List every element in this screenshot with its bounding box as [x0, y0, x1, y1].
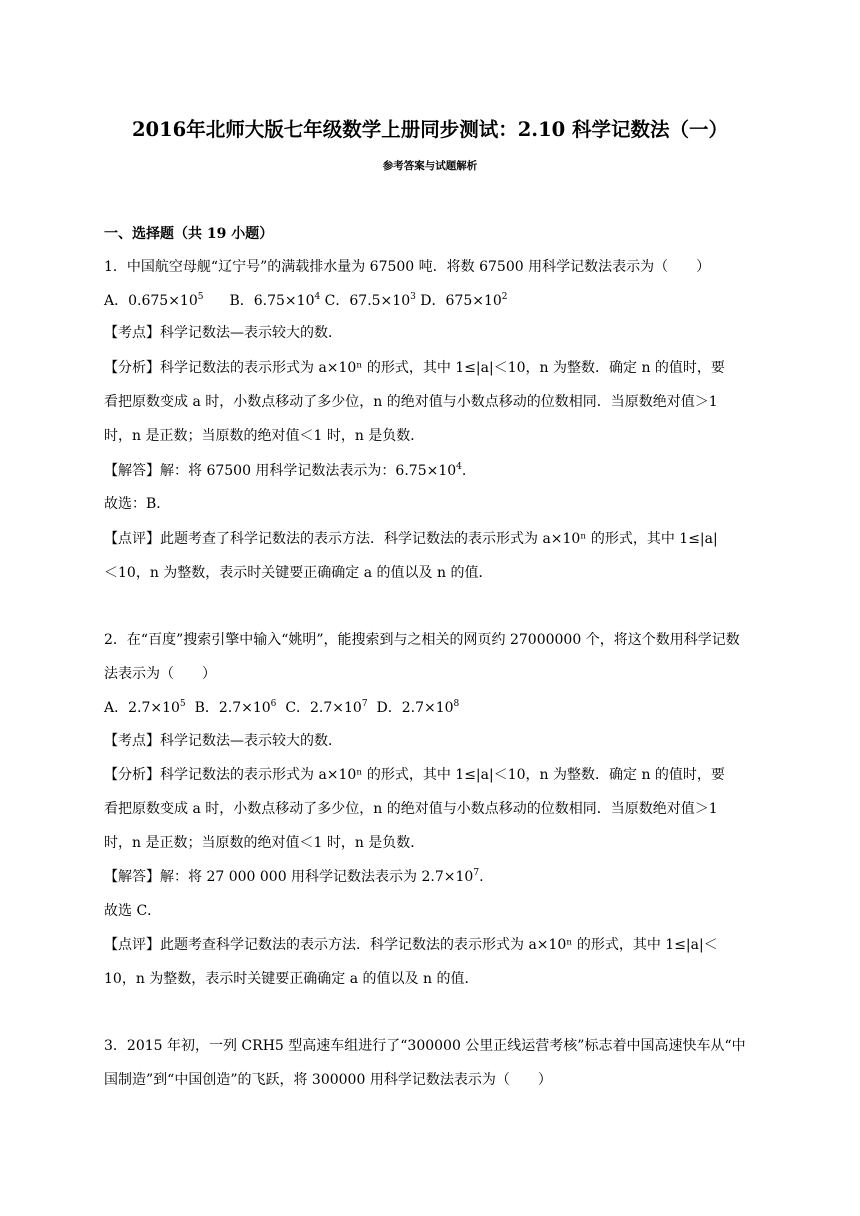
q1-options: [104, 291, 764, 313]
q1-answer: 故选：B．: [104, 496, 171, 512]
q1-jieda: 【解答】解：将 67500 用科学记数法表示为：$6.75\times 10^4$.: [104, 462, 467, 479]
q2-fenxi-line-1: 【分析】科学记数法的表示形式为 a×10ⁿ 的形式，其中 1≤|a|＜10，n 为整数．确定 n 的值时，要: [104, 767, 725, 783]
q2-option-b: B．$2.7\times 10^6$: [194, 699, 277, 716]
q2-stem-line-1: 2．在“百度”搜索引擎中输入“姚明”，能搜索到与之相关的网页约 27000000 个，将这个数用科学记数: [104, 632, 740, 648]
q3-stem-line-2: 国制造”到“中国创造”的飞跃，将 300000 用科学记数法表示为（ ）: [104, 1072, 552, 1088]
q1-option-b: B．$6.75\times 10^4$: [229, 292, 321, 309]
q2-dianping-line-1: 【点评】此题考查科学记数法的表示方法．科学记数法的表示形式为 a×10ⁿ 的形式，其中 1≤|a|＜: [104, 937, 718, 953]
q1-fenxi-line-2: 看把原数变成 a 时，小数点移动了多少位，n 的绝对值与小数点移动的位数相同．当原数绝对值＞1: [104, 394, 718, 410]
q2-kaodian: 【考点】科学记数法—表示较大的数．: [104, 733, 342, 749]
q2-option-d: D．$2.7\times 10^8$: [376, 699, 460, 716]
q1-fenxi-line-3: 时，n 是正数；当原数的绝对值＜1 时，n 是负数．: [104, 428, 425, 444]
q2-jieda: 【解答】解：将 27 000 000 用科学记数法表示为 $2.7\times 10^7$.: [104, 868, 484, 885]
q2-stem-line-2: 法表示为（ ）: [104, 666, 216, 682]
q2-option-c: C．$2.7\times 10^7$: [285, 699, 368, 716]
document-subtitle: 参考答案与试题解析: [382, 160, 478, 172]
q2-fenxi-line-3: 时，n 是正数；当原数的绝对值＜1 时，n 是负数．: [104, 835, 425, 851]
q1-kaodian: 【考点】科学记数法—表示较大的数．: [104, 325, 342, 341]
q1-dianping-line-2: ＜10，n 为整数，表示时关键要正确确定 a 的值以及 n 的值．: [104, 565, 493, 581]
q2-fenxi-line-2: 看把原数变成 a 时，小数点移动了多少位，n 的绝对值与小数点移动的位数相同．当原数绝对值＞1: [104, 801, 718, 817]
q1-option-c: C．$67.5\times 10^3$: [324, 292, 416, 309]
q3-stem-line-1: 3．2015 年初，一列 CRH5 型高速车组进行了“300000 公里正线运营考核”标志着中国高速快车从“中: [104, 1038, 746, 1054]
document-title: 2016年北师大版七年级数学上册同步测试：2.10 科学记数法（一）: [131, 118, 729, 141]
q2-options: [104, 698, 764, 720]
q2-option-a: A．$2.7\times 10^5$: [104, 699, 186, 716]
q1-option-a: A．$0.675\times 10^5$: [104, 292, 204, 309]
q2-dianping-line-2: 10，n 为整数，表示时关键要正确确定 a 的值以及 n 的值．: [104, 971, 479, 987]
q1-fenxi-line-1: 【分析】科学记数法的表示形式为 a×10ⁿ 的形式，其中 1≤|a|＜10，n 为整数．确定 n 的值时，要: [104, 360, 725, 376]
section-heading: 一、选择题（共 19 小题）: [104, 226, 274, 242]
q1-option-d: D．$675\times 10^2$: [420, 292, 508, 309]
q1-stem: 1．中国航空母舰“辽宁号”的满载排水量为 67500 吨．将数 67500 用科学记数法表示为（ ）: [104, 259, 711, 275]
q1-dianping-line-1: 【点评】此题考查了科学记数法的表示方法．科学记数法的表示形式为 a×10ⁿ 的形式，其中 1≤|a|: [104, 531, 718, 547]
q2-answer: 故选 C．: [104, 903, 162, 919]
